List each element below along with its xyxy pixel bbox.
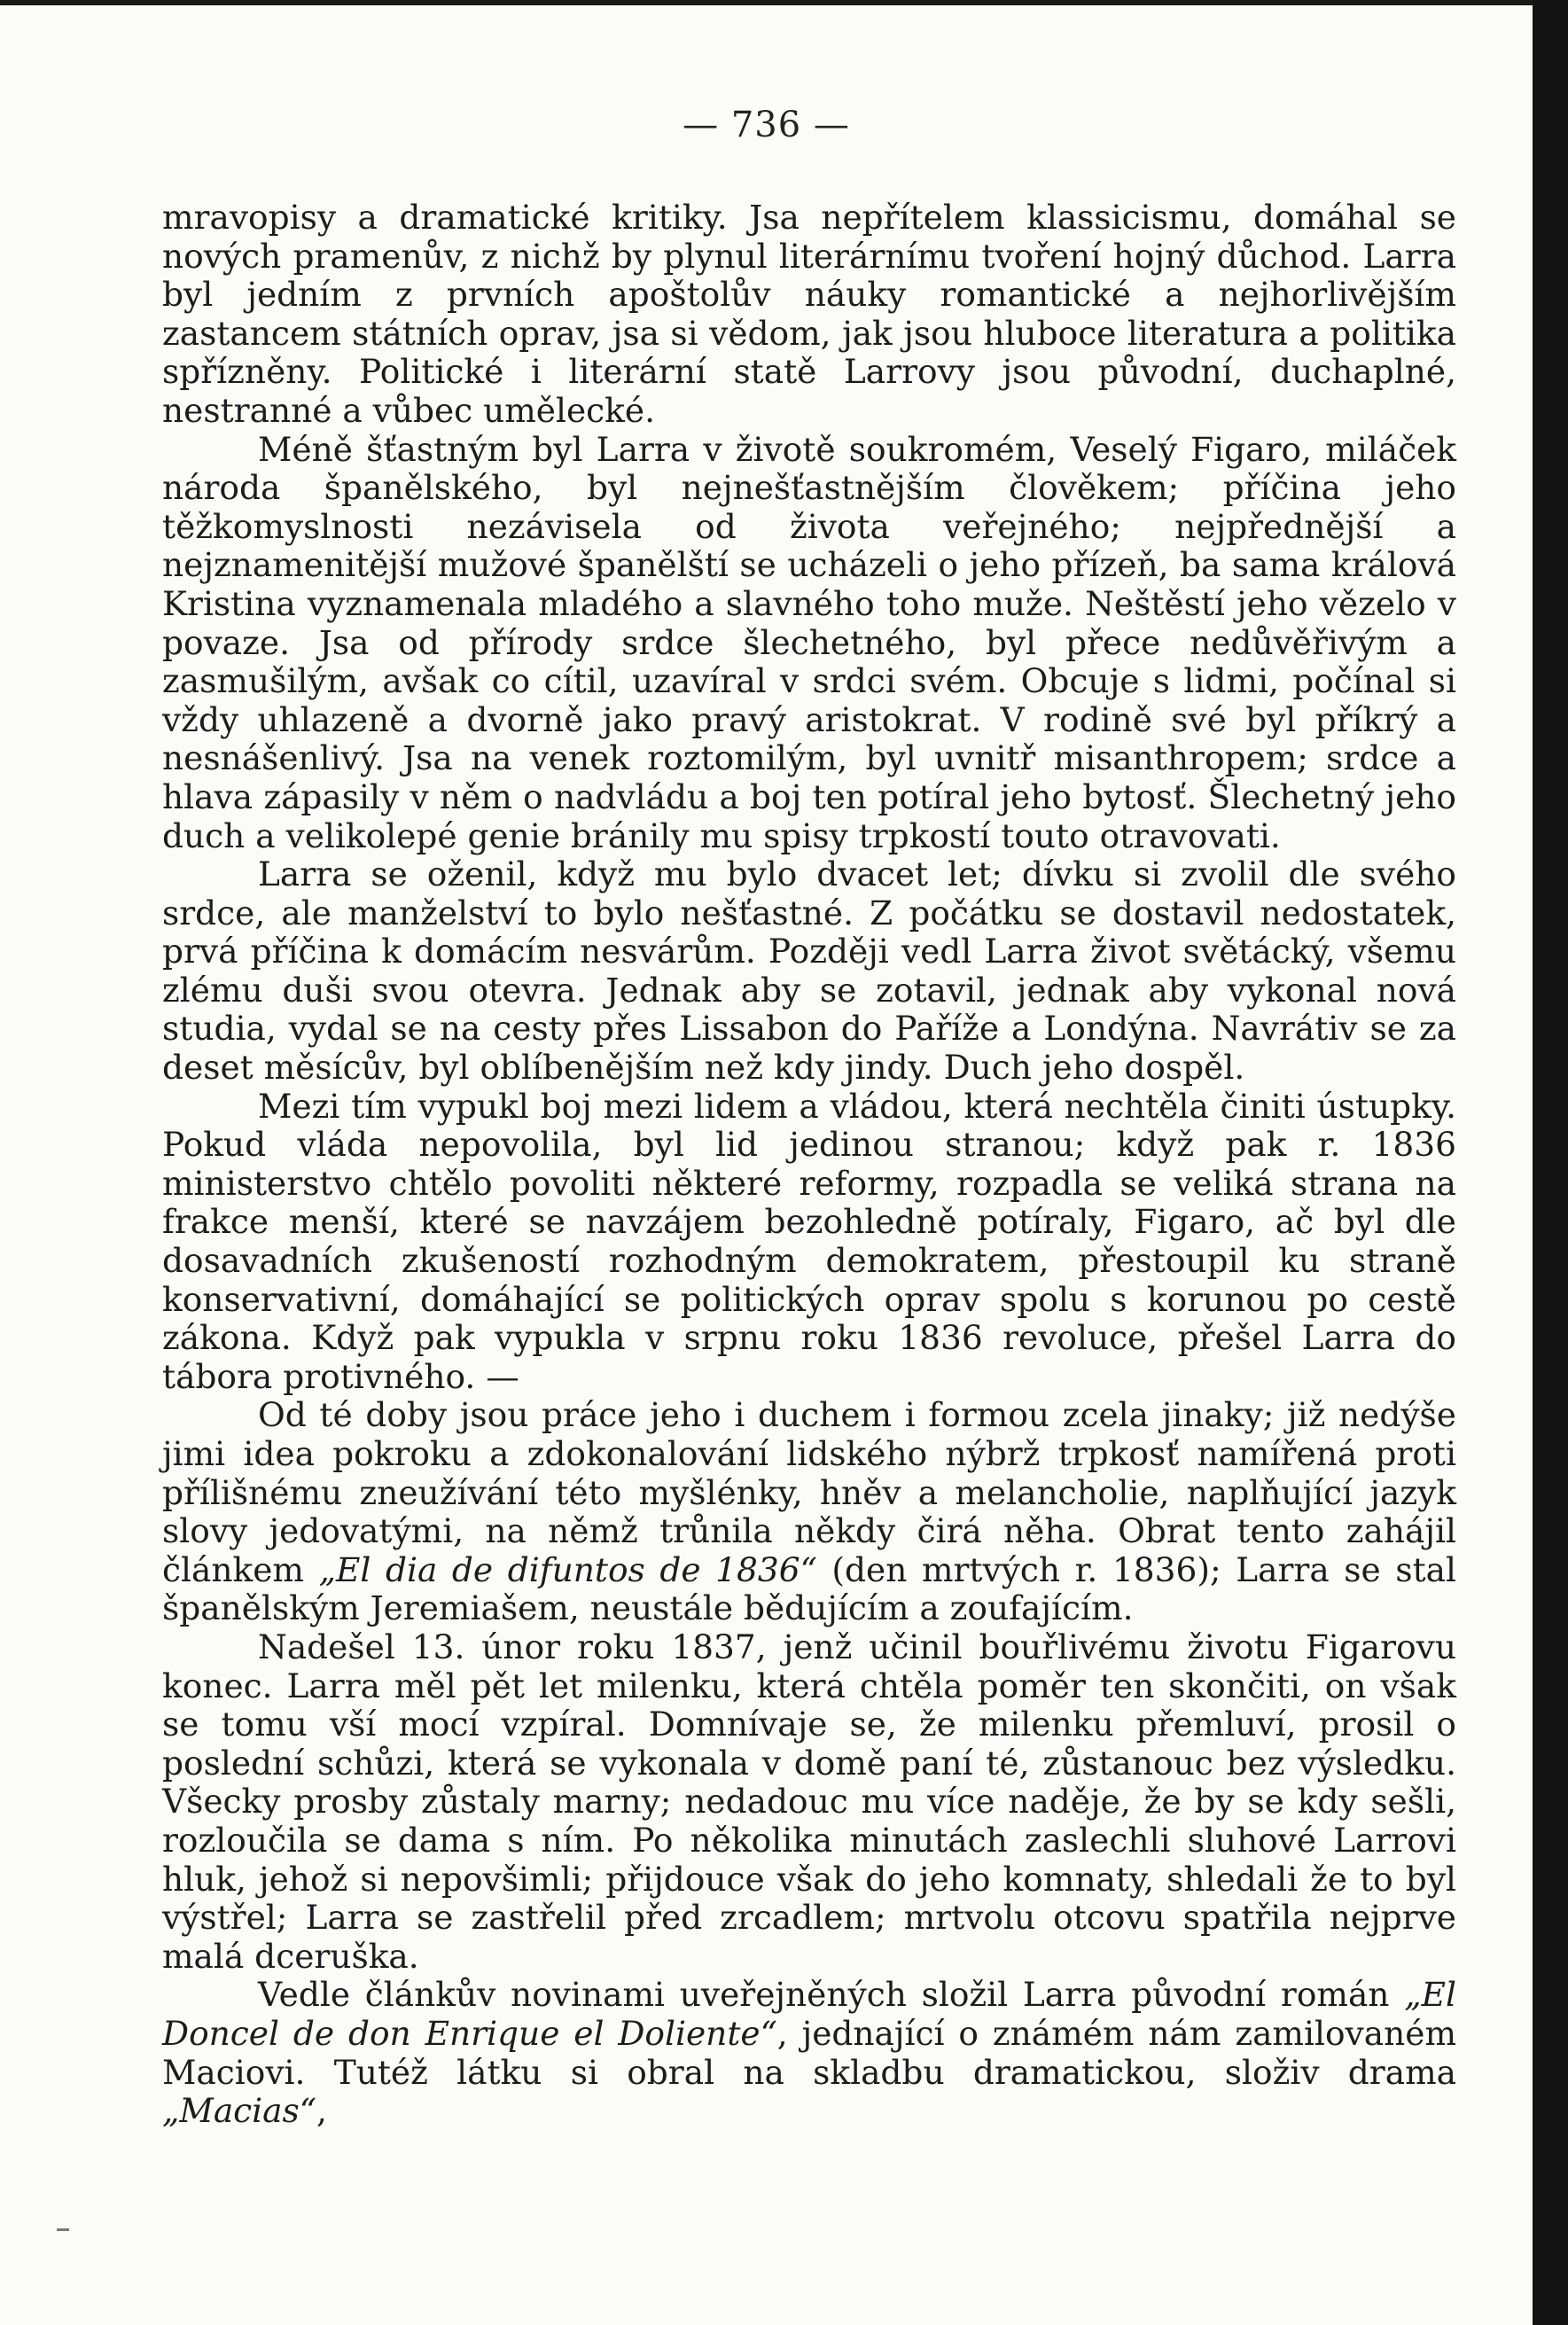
page-number: — 736 — — [683, 105, 850, 145]
paragraph-5-text-b: (den mrtvých r. 1836); Larra se stal španělským Jeremiašem, neustále bědujícím a zoufajícím. — [162, 1549, 1456, 1628]
paragraph-3: Larra se oženil, když mu bylo dvacet let; dívku si zvolil dle svého srdce, ale manželství to bylo nešťastné. Z počátku se dostavil nedostatek, prvá příčina k domácím nesvárům. Později vedl Larra život světácký, všemu zlému duši svou otevra. Jednak aby se zotavil, jednak aby vykonal nová studia, vydal se na cesty přes Lissabon do Paříže a Londýna. Navrátiv se za deset měsícův, byl oblíbenějším než kdy jindy. Duch jeho dospěl. — [162, 854, 1456, 1088]
paragraph-1: mravopisy a dramatické kritiky. Jsa nepřítelem klassicismu, domáhal se nových pramenův, z nichž by plynul literárnímu tvoření hojný důchod. Larra byl jedním z prvních apoštolův náuky romantické a nejhorlivějším zastancem státních oprav, jsa si vědom, jak jsou hluboce literatura a politika spřízněny. Politické i literární statě Larrovy jsou původní, duchaplné, nestranné a vůbec umělecké. — [162, 198, 1456, 430]
paragraph-2: Méně šťastným byl Larra v životě soukromém, Veselý Figaro, miláček národa španělského, byl nejnešťastnějším člověkem; příčina jeho těžkomyslnosti nezávisela od života veřejného; nejpřednější a nejznamenitější mužové španělští se ucházeli o jeho přízeň, ba sama králová Kristina vyznamenala mladého a slavného toho muže. Neštěstí jeho vězelo v povaze. Jsa od přírody srdce šlechetného, byl přece nedůvěřivým a zasmušilým, avšak co cítil, uzavíral v srdci svém. Obcuje s lidmi, počínal si vždy uhlazeně a dvorně jako pravý aristokrat. V rodině své byl příkrý a nesnášenlivý. Jsa na venek roztomilým, byl uvnitř misanthropem; srdce a hlava zápasily v něm o nadvládu a boj ten potíral jeho bytosť. Šlechetný jeho duch a velikolepé genie bránily mu spisy trpkostí touto otravovati. — [162, 429, 1456, 855]
paragraph-7-text-c: , — [316, 2091, 327, 2131]
paragraph-7-text-b: , jednající o známém nám zamilovaném Maciovi. Tutéž látku si obral na skladbu dramatickou, složiv drama — [162, 2013, 1456, 2092]
paragraph-7-text-a: Vedle článkův novinami uveřejněných složil Larra původní román — [258, 1975, 1405, 2015]
scan-right-edge — [1533, 0, 1568, 2325]
paragraph-5-text-a: Od té doby jsou práce jeho i duchem i formou zcela jinaky; již nedýše jimi idea pokroku a zdokonalování lidského nýbrž trpkosť namířená proti přílišnému zneužívání této myšlénky, hněv a melancholie, naplňující jazyk slovy jedovatými, na němž trůnila někdy čirá něha. Obrat tento zahájil článkem — [162, 1395, 1456, 1589]
drama-title-macias: „Macias“ — [162, 2091, 316, 2131]
book-page — [0, 5, 1533, 2325]
scan-speck — [57, 2228, 69, 2231]
paragraph-7 — [162, 1976, 1456, 2130]
novel-title-el-doncel: „El Doncel de don Enrique el Doliente“ — [162, 1975, 1456, 2053]
paragraph-4: Mezi tím vypukl boj mezi lidem a vládou, která nechtěla činiti ústupky. Pokud vláda nepovolila, byl lid jedinou stranou; když pak r. 1836 ministerstvo chtělo povoliti některé reformy, rozpadla se veliká strana na frakce menší, které se navzájem bezohledně potíraly, Figaro, ač byl dle dosavadních zkušeností rozhodným demokratem, přestoupil ku straně konservativní, domáhající se politických oprav spolu s korunou po cestě zákona. Když pak vypukla v srpnu roku 1836 revoluce, přešel Larra do tábora protivného. — — [162, 1086, 1456, 1396]
paragraph-6: Nadešel 13. únor roku 1837, jenž učinil bouřlivému životu Figarovu konec. Larra měl pět let milenku, která chtěla poměr ten skončiti, on však se tomu vší mocí vzpíral. Domnívaje se, že milenku přemluví, prosil o poslední schůzi, která se vykonala v domě paní té, zůstanouc bez výsledku. Všecky prosby zůstaly marny; nedadouc mu více naděje, že by se kdy sešli, rozloučila se dama s ním. Po několika minutách zaslechli sluhové Larrovi hluk, jehož si nepovšimli; přijdouce však do jeho komnaty, shledali že to byl výstřel; Larra se zastřelil před zrcadlem; mrtvolu otcovu spatřila nejprve malá dceruška. — [162, 1627, 1456, 1976]
paragraph-5 — [162, 1396, 1456, 1628]
body-text — [162, 199, 1456, 2131]
article-title-el-dia-de-difuntos: „El dia de difuntos de 1836“ — [318, 1549, 817, 1589]
